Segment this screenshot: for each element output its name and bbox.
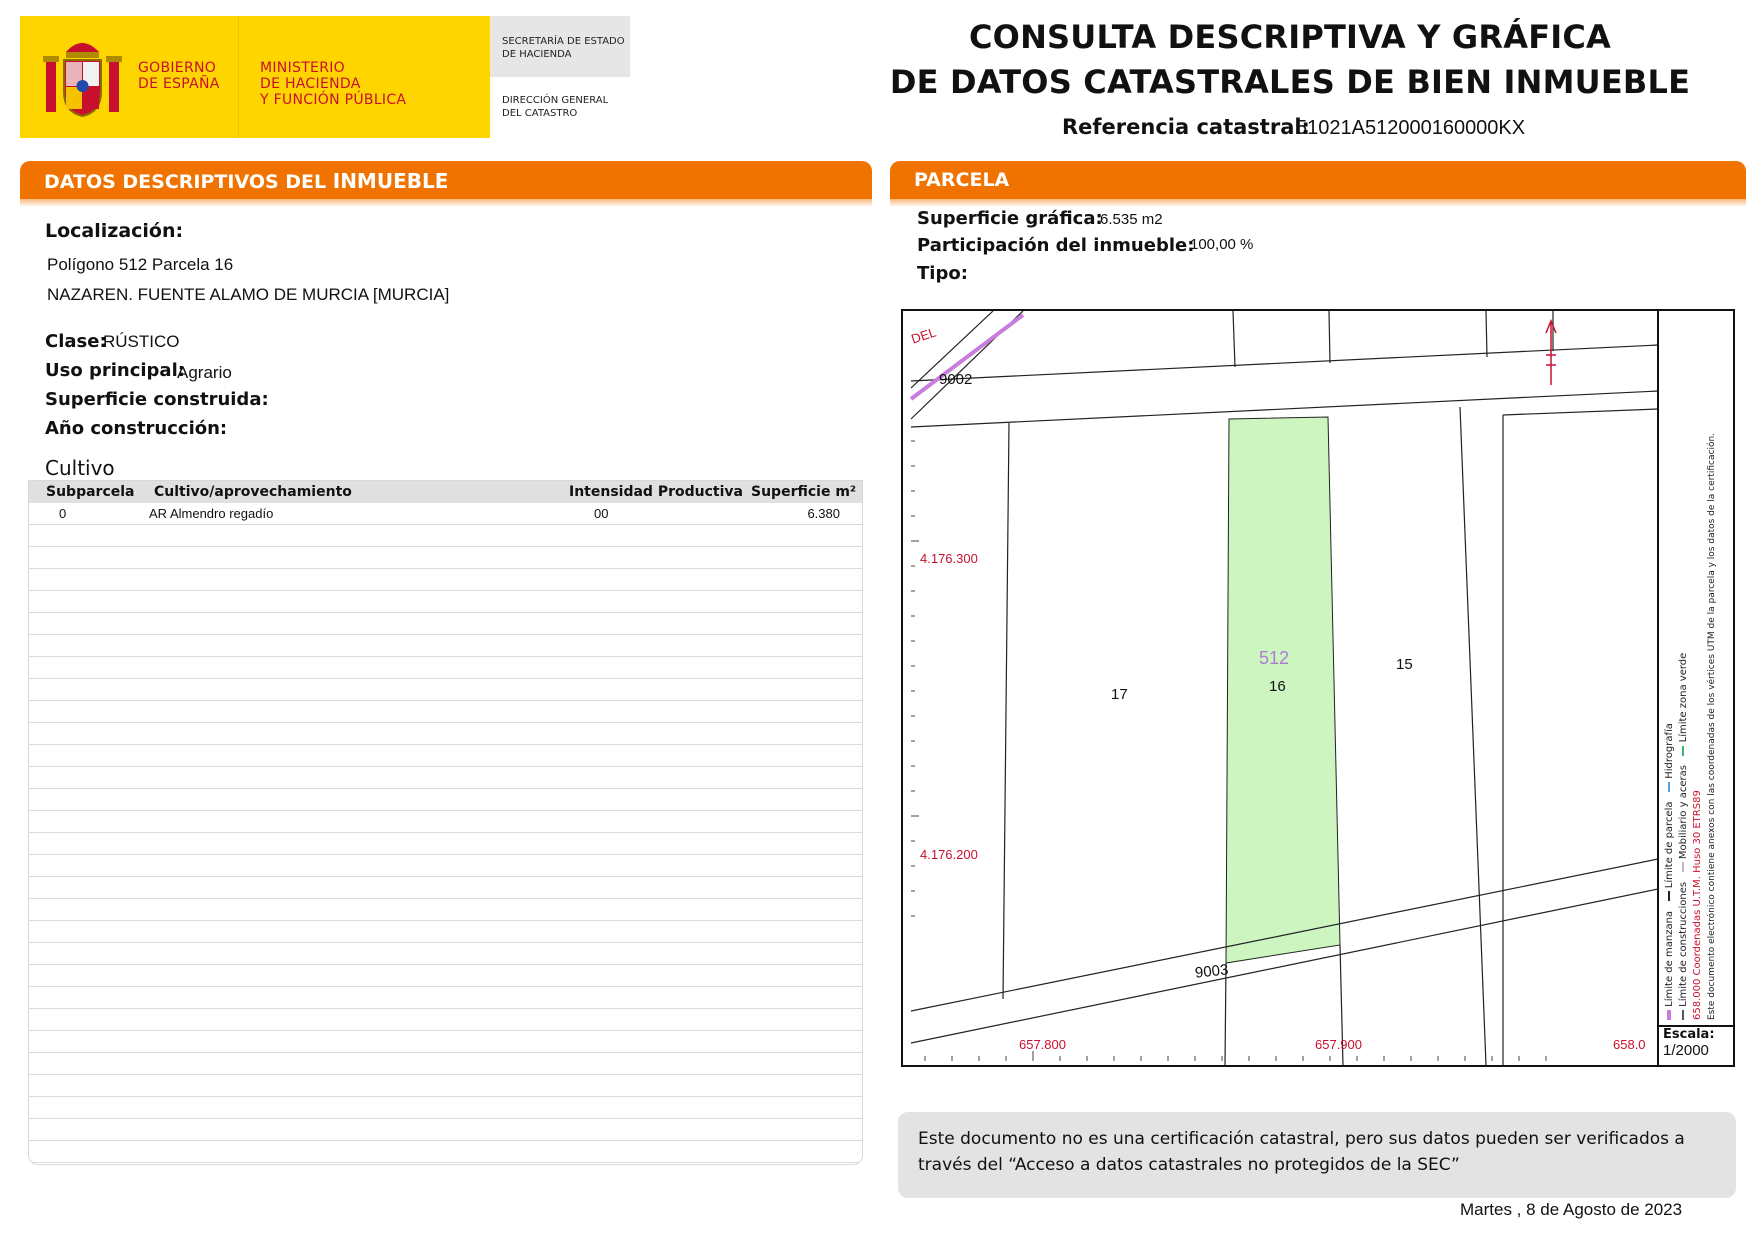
uso-principal-label: Uso principal: — [45, 360, 185, 381]
cell-subparcela: 0 — [59, 506, 67, 521]
legend-hidrografia: Hidrografía — [1664, 723, 1675, 779]
cell-cultivo: AR Almendro regadío — [149, 506, 274, 521]
datos-bar-title: DATOS DESCRIPTIVOS DEL — [44, 171, 333, 193]
th-subparcela: Subparcela — [46, 484, 135, 500]
datos-descriptivos-bar — [20, 161, 872, 199]
parcela-bar — [890, 161, 1746, 199]
map-y-label-2: 4.176.200 — [920, 847, 978, 862]
datos-bar-title-strong: INMUEBLE — [332, 169, 449, 193]
coat-of-arms-icon — [40, 30, 125, 122]
th-superficie: Superficie m² — [751, 484, 857, 500]
legend-swatch-manzana — [1667, 1010, 1671, 1020]
map-y-label-1: 4.176.300 — [920, 551, 978, 566]
table-empty-rows — [29, 525, 862, 1165]
superficie-grafica-label: Superficie gráfica: — [917, 208, 1103, 229]
map-drawing — [903, 311, 1733, 1065]
th-intensidad: Intensidad Productiva — [569, 484, 743, 500]
map-label-del: DEL — [909, 324, 938, 347]
verification-notice: Este documento no es una certificación catastral, pero sus datos pueden ser verificados a través del “Acceso a datos catastrales no protegidos de la SEC” — [898, 1112, 1736, 1198]
map-label-9002: 9002 — [939, 371, 973, 388]
page-title-line2: DE DATOS CATASTRALES DE BIEN INMUEBLE — [889, 63, 1691, 101]
cell-superficie: 6.380 — [807, 506, 840, 521]
map-label-9003: 9003 — [1194, 961, 1230, 982]
legend-separator — [1657, 311, 1659, 1065]
legend-swatch-mobiliario — [1682, 862, 1684, 872]
document-date: Martes , 8 de Agosto de 2023 — [1460, 1200, 1683, 1219]
legend-parcela: Límite de parcela — [1664, 801, 1675, 889]
participacion-value: 100,00 % — [1190, 236, 1254, 253]
ministerio-text: MINISTERIO DE HACIENDA Y FUNCIÓN PÚBLICA — [260, 60, 407, 108]
clase-label: Clase: — [45, 331, 107, 352]
th-cultivo: Cultivo/aprovechamiento — [154, 484, 352, 500]
table-row — [29, 503, 862, 525]
cultivo-table-header — [29, 481, 862, 503]
logo-separator — [238, 16, 239, 138]
legend-zona-verde: Límite zona verde — [1678, 652, 1689, 743]
tipo-label: Tipo: — [917, 263, 968, 284]
referencia-label: Referencia catastral: — [1062, 115, 1310, 139]
localizacion-line2: NAZAREN. FUENTE ALAMO DE MURCIA [MURCIA] — [47, 285, 450, 304]
superficie-grafica-value: 6.535 m2 — [1100, 211, 1163, 228]
page-title-line1: CONSULTA DESCRIPTIVA Y GRÁFICA — [968, 18, 1612, 56]
north-arrow-icon — [1546, 321, 1556, 385]
legend-swatch-zona-verde — [1682, 746, 1684, 756]
legend-swatch-parcela — [1668, 891, 1670, 901]
gobierno-text: GOBIERNO DE ESPAÑA — [138, 60, 220, 92]
map-legend — [1663, 320, 1729, 1020]
map-label-15: 15 — [1396, 656, 1413, 673]
uso-principal-value: Agrario — [177, 363, 232, 382]
datos-bar-shadow — [20, 199, 872, 207]
superficie-construida-label: Superficie construida: — [45, 389, 269, 410]
parcela-bar-shadow — [890, 199, 1746, 207]
legend-swatch-construcciones — [1682, 1010, 1684, 1020]
cadastral-map — [901, 309, 1735, 1067]
map-label-poligono: 512 — [1259, 648, 1290, 668]
map-x-label-1: 657.800 — [1019, 1037, 1066, 1052]
clase-value: RÚSTICO — [103, 332, 180, 351]
legend-manzana: Límite de manzana — [1664, 910, 1675, 1007]
legend-coords-note: 658.000 Coordenadas U.T.M. Huso 30 ETRS89 — [1692, 790, 1703, 1020]
localizacion-label: Localización: — [45, 220, 184, 242]
secretaria-text: SECRETARÍA DE ESTADO DE HACIENDA — [502, 36, 625, 60]
map-label-17: 17 — [1111, 686, 1128, 703]
legend-doc-note: Este documento electrónico contiene anexos con las coordenadas de los vértices UTM de la parcela y los datos de la certificación. — [1707, 432, 1717, 1020]
localizacion-line1: Polígono 512 Parcela 16 — [47, 255, 234, 274]
cultivo-table — [28, 480, 863, 1165]
participacion-label: Participación del inmueble: — [917, 235, 1195, 256]
parcela-bar-title: PARCELA — [914, 169, 1010, 191]
legend-construcciones: Límite de construcciones — [1678, 881, 1689, 1007]
referencia-value: 51021A512000160000KX — [1296, 117, 1526, 139]
escala-value: 1/2000 — [1663, 1042, 1709, 1059]
escala-label: Escala: — [1663, 1027, 1715, 1042]
map-label-parcela-16: 16 — [1269, 678, 1286, 695]
cell-intensidad: 00 — [594, 506, 609, 521]
legend-swatch-hidrografia — [1668, 782, 1670, 792]
direccion-text: DIRECCIÓN GENERAL DEL CATASTRO — [502, 95, 609, 119]
map-x-label-3: 658.0 — [1613, 1037, 1646, 1052]
cultivo-label: Cultivo — [45, 456, 115, 480]
legend-mobiliario: Mobiliario y aceras — [1678, 765, 1689, 860]
escala-box — [1659, 1025, 1733, 1065]
map-x-label-2: 657.900 — [1315, 1037, 1362, 1052]
anio-construccion-label: Año construcción: — [45, 418, 228, 439]
